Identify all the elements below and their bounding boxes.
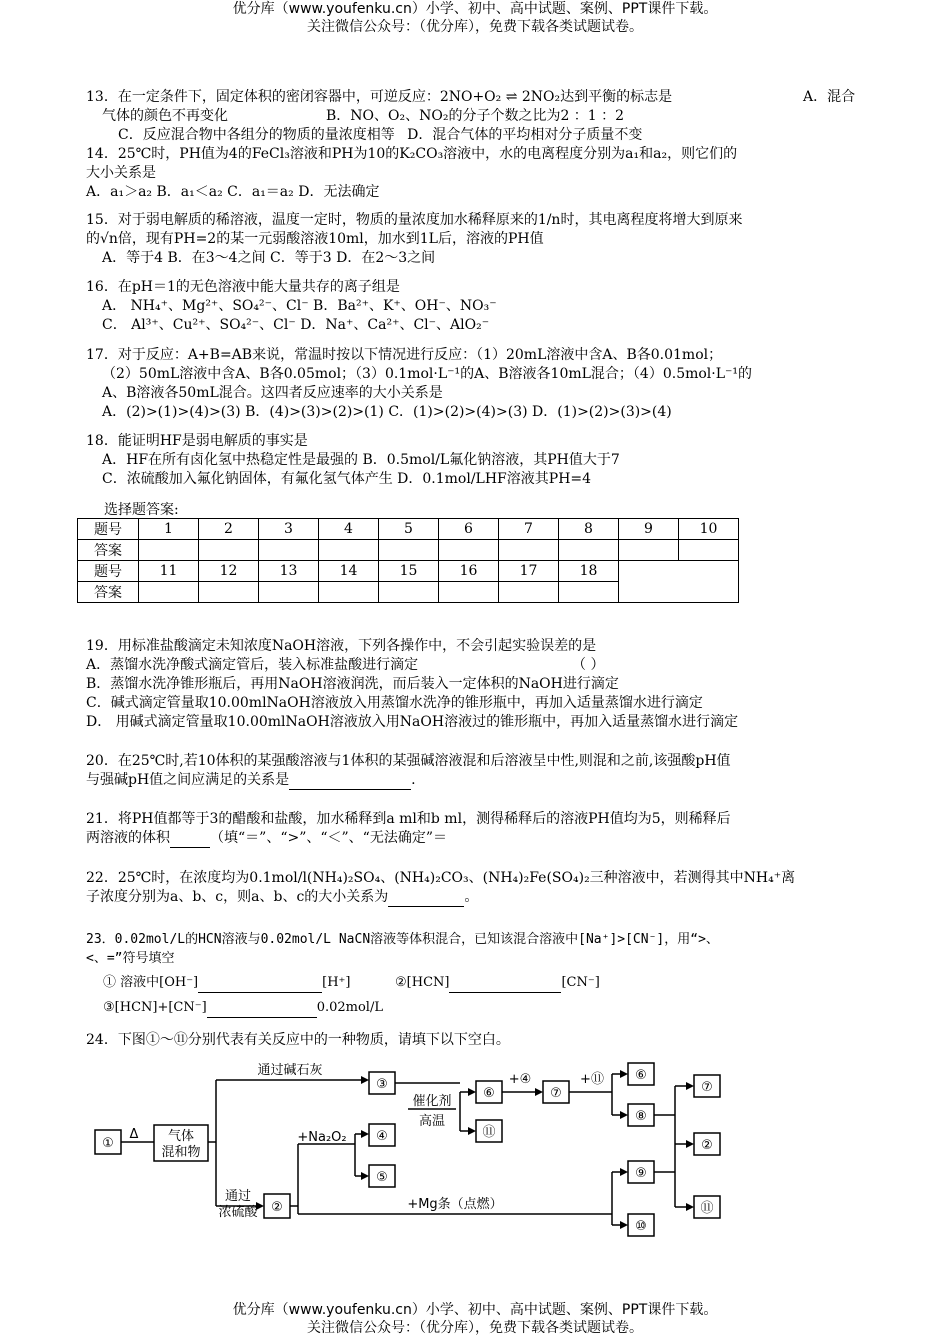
label-via-1: 通过: [224, 1189, 252, 1204]
q13-option-a-tail: 气体的颜色不再变化: [102, 108, 228, 124]
label-2: ②: [271, 1200, 283, 1215]
q16-line-1: A． NH₄⁺、Mg²⁺、SO₄²⁻、Cl⁻ B．Ba²⁺、K⁺、OH⁻、NO₃⁻: [102, 298, 497, 314]
label-11a: ⑪: [482, 1125, 496, 1140]
q19-option-c: C．碱式滴定管量取10.00mlNaOH溶液放入用蒸馏水洗净的锥形瓶中，再加入适量蒸馏水进行滴定: [86, 695, 703, 711]
table-cell: 1: [139, 519, 199, 540]
label-plus-mg: +Mg条（点燃）: [407, 1197, 503, 1212]
q23-item-2a: ②[HCN]: [395, 975, 450, 990]
footer-line-1: 优分库（www.youfenku.cn）小学、初中、高中试题、案例、PPT课件下载。: [232, 1302, 718, 1318]
header-line-1: 优分库（www.youfenku.cn）小学、初中、高中试题、案例、PPT课件下载。: [232, 1, 718, 17]
q21-line-2b: （填“＝”、“>”、“＜”、“无法确定”＝: [210, 830, 447, 846]
label-plus-11: +⑪: [580, 1072, 604, 1087]
label-high-temp: 高温: [418, 1114, 446, 1129]
q18-stem: 18．能证明HF是弱电解质的事实是: [86, 433, 308, 449]
q24-stem: 24．下图①～⑪分别代表有关反应中的一种物质，请填下以下空白。: [86, 1032, 510, 1048]
q13-option-d: D．混合气体的平均相对分子质量不变: [407, 127, 643, 143]
label-7: ⑦: [550, 1086, 562, 1101]
q14-line-1: 14．25℃时，PH值为4的FeCl₃溶液和PH为10的K₂CO₃溶液中，水的电离程度分别为a₁和a₂，则它们的: [86, 146, 738, 162]
label-catalyst: 催化剂: [412, 1094, 452, 1109]
q17-options: A．(2)>(1)>(4)>(3) B．(4)>(3)>(2)>(1) C．(1)>(2)>(4)>(3) D．(1)>(2)>(3)>(4): [102, 404, 672, 420]
footer-line-2: 关注微信公众号：（优分库），免费下载各类试题试卷。: [307, 1320, 643, 1336]
label-9: ⑨: [635, 1166, 647, 1181]
q20-line-1: 20．在25℃时,若10体积的某强酸溶液与1体积的某强碱溶液混和后溶液呈中性,则混和之前,该强酸pH值: [86, 753, 731, 769]
q18-line-2: C．浓硫酸加入氟化钠固体，有氟化氢气体产生 D．0.1mol/LHF溶液其PH=4: [102, 471, 592, 487]
q22-line-1: 22．25℃时，在浓度均为0.1mol/l(NH₄)₂SO₄、(NH₄)₂CO₃、(NH₄)₂Fe(SO₄)₂三种溶液中，若测得其中NH₄⁺离: [86, 870, 796, 886]
label-5: ⑤: [376, 1170, 388, 1185]
q17-line-1: 17．对于反应：A+B=AB来说，常温时按以下情况进行反应：（1）20mL溶液中含A、B各0.01mol；: [86, 347, 723, 363]
q22-line-2b: 。: [464, 889, 479, 905]
label-via-soda-lime: 通过碱石灰: [257, 1063, 323, 1078]
q19-stem: 19．用标准盐酸滴定未知浓度NaOH溶液，下列各操作中，不会引起实验误差的是: [86, 638, 597, 654]
table-cell: 2: [199, 519, 259, 540]
q16-line-2: C． Al³⁺、Cu²⁺、SO₄²⁻、Cl⁻ D．Na⁺、Ca²⁺、Cl⁻、AlO₂⁻: [102, 317, 490, 333]
q19-option-a: A．蒸馏水洗净酸式滴定管后，装入标准盐酸进行滴定: [86, 657, 419, 673]
q13-option-a-head: A．混合: [803, 89, 856, 105]
table-cell: 3: [259, 519, 319, 540]
page-footer: [0, 1301, 950, 1337]
table-header-cell: 答案: [78, 540, 139, 561]
q19-option-d: D． 用碱式滴定管量取10.00mlNaOH溶液放入用NaOH溶液过的锥形瓶中，再加入适量蒸馏水进行滴定: [86, 714, 739, 730]
table-cell: 18: [559, 561, 619, 582]
label-gas-2: 混和物: [161, 1145, 201, 1160]
label-6: ⑥: [483, 1086, 495, 1101]
q15-line-1: 15．对于弱电解质的稀溶液，温度一定时，物质的量浓度加水稀释原来的1/n时，其电离程度将增大到原来: [86, 212, 743, 228]
q20-line-2: 与强碱pH值之间应满足的关系是: [86, 772, 290, 788]
q13-stem: 13．在一定条件下，固定体积的密闭容器中，可逆反应：2NO+O₂ ⇌ 2NO₂达到平衡的标志是: [86, 89, 673, 105]
label-gas-1: 气体: [167, 1129, 195, 1144]
q23-item-1b: [H⁺]: [322, 975, 351, 990]
q16-stem: 16．在pH＝1的无色溶液中能大量共存的离子组是: [86, 279, 400, 295]
q17-line-3: A、B溶液各50mL混合。这四者反应速率的大小关系是: [102, 385, 443, 401]
table-cell: 16: [439, 561, 499, 582]
table-cell: 15: [379, 561, 439, 582]
q14-options: A．a₁＞a₂ B．a₁＜a₂ C．a₁＝a₂ D．无法确定: [86, 184, 380, 200]
question-20: 20．在25℃时,若10体积的某强酸溶液与1体积的某强碱溶液混和后溶液呈中性,则混和之前,该强酸pH值 与强碱pH值之间应满足的关系是 .: [86, 752, 866, 790]
label-7b: ⑦: [701, 1080, 713, 1095]
q23-line-1: 23．0.02mol/L的HCN溶液与0.02mol/L NaCN溶液等体积混合，已知该混合溶液中[Na⁺]>[CN⁻]，用“>、: [86, 932, 719, 947]
q17-line-2: （2）50mL溶液中含A、B各0.05mol；（3）0.1mol·L⁻¹的A、B溶液各10mL混合；（4）0.5mol·L⁻¹的: [102, 366, 753, 382]
label-2b: ②: [701, 1138, 713, 1153]
q21-line-1: 21．将PH值都等于3的醋酸和盐酸，加水稀释到a ml和b ml，测得稀释后的溶液PH值均为5，则稀释后: [86, 811, 731, 827]
label-heat: Δ: [129, 1127, 139, 1142]
table-cell: 14: [319, 561, 379, 582]
label-via-2: 浓硫酸: [218, 1205, 258, 1220]
label-plus-4: +④: [508, 1072, 532, 1087]
label-6b: ⑥: [635, 1068, 647, 1083]
q23-item-2b: [CN⁻]: [561, 975, 600, 990]
table-cell: 11: [139, 561, 199, 582]
table-cell: 4: [319, 519, 379, 540]
q23-item-3b: 0.02mol/L: [316, 1000, 383, 1015]
q23-item-1a: ① 溶液中[OH⁻]: [103, 975, 199, 990]
q14-line-2: 大小关系是: [86, 165, 156, 181]
label-3: ③: [376, 1077, 388, 1092]
table-cell: 12: [199, 561, 259, 582]
table-cell: 6: [439, 519, 499, 540]
label-4: ④: [376, 1129, 388, 1144]
q18-line-1: A．HF在所有卤化氢中热稳定性是最强的 B．0.5mol/L氟化钠溶液，其PH值大于7: [102, 452, 620, 468]
label-11b: ⑪: [700, 1201, 714, 1216]
q13-option-b: B．NO、O₂、NO₂的分子个数之比为2 ：1 ：2: [326, 108, 625, 124]
answer-table-title: 选择题答案:: [104, 502, 179, 518]
label-10: ⑩: [635, 1219, 647, 1234]
q15-line-2: 的√n倍，现有PH=2的某一元弱酸溶液10ml，加水到1L后，溶液的PH值: [86, 231, 544, 247]
table-header-cell: 题号: [78, 561, 139, 582]
q15-options: A．等于4 B．在3～4之间 C．等于3 D．在2～3之间: [102, 250, 436, 266]
table-cell: 17: [499, 561, 559, 582]
label-plus-na2o2: +Na₂O₂: [297, 1130, 347, 1145]
table-cell: 8: [559, 519, 619, 540]
q23-item-3a: ③[HCN]+[CN⁻]: [103, 1000, 207, 1015]
q19-option-b: B．蒸馏水洗净锥形瓶后，再用NaOH溶液润洗，而后装入一定体积的NaOH进行滴定: [86, 676, 619, 692]
header-line-2: 关注微信公众号：（优分库），免费下载各类试题试卷。: [307, 19, 643, 35]
table-cell: 10: [679, 519, 739, 540]
table-header-cell: 答案: [78, 582, 139, 603]
table-cell: 13: [259, 561, 319, 582]
q21-line-2a: 两溶液的体积: [86, 830, 170, 846]
table-header-cell: 题号: [78, 519, 139, 540]
table-cell: 7: [499, 519, 559, 540]
table-cell: 5: [379, 519, 439, 540]
table-cell: 9: [619, 519, 679, 540]
label-1: ①: [102, 1136, 114, 1151]
q23-line-2: <、=”符号填空: [86, 951, 175, 966]
q22-line-2a: 子浓度分别为a、b、c，则a、b、c的大小关系为: [86, 889, 389, 905]
label-8: ⑧: [635, 1109, 647, 1124]
q19-answer-paren: （ ）: [572, 657, 605, 673]
q13-option-c: C．反应混合物中各组分的物质的量浓度相等: [118, 127, 395, 143]
